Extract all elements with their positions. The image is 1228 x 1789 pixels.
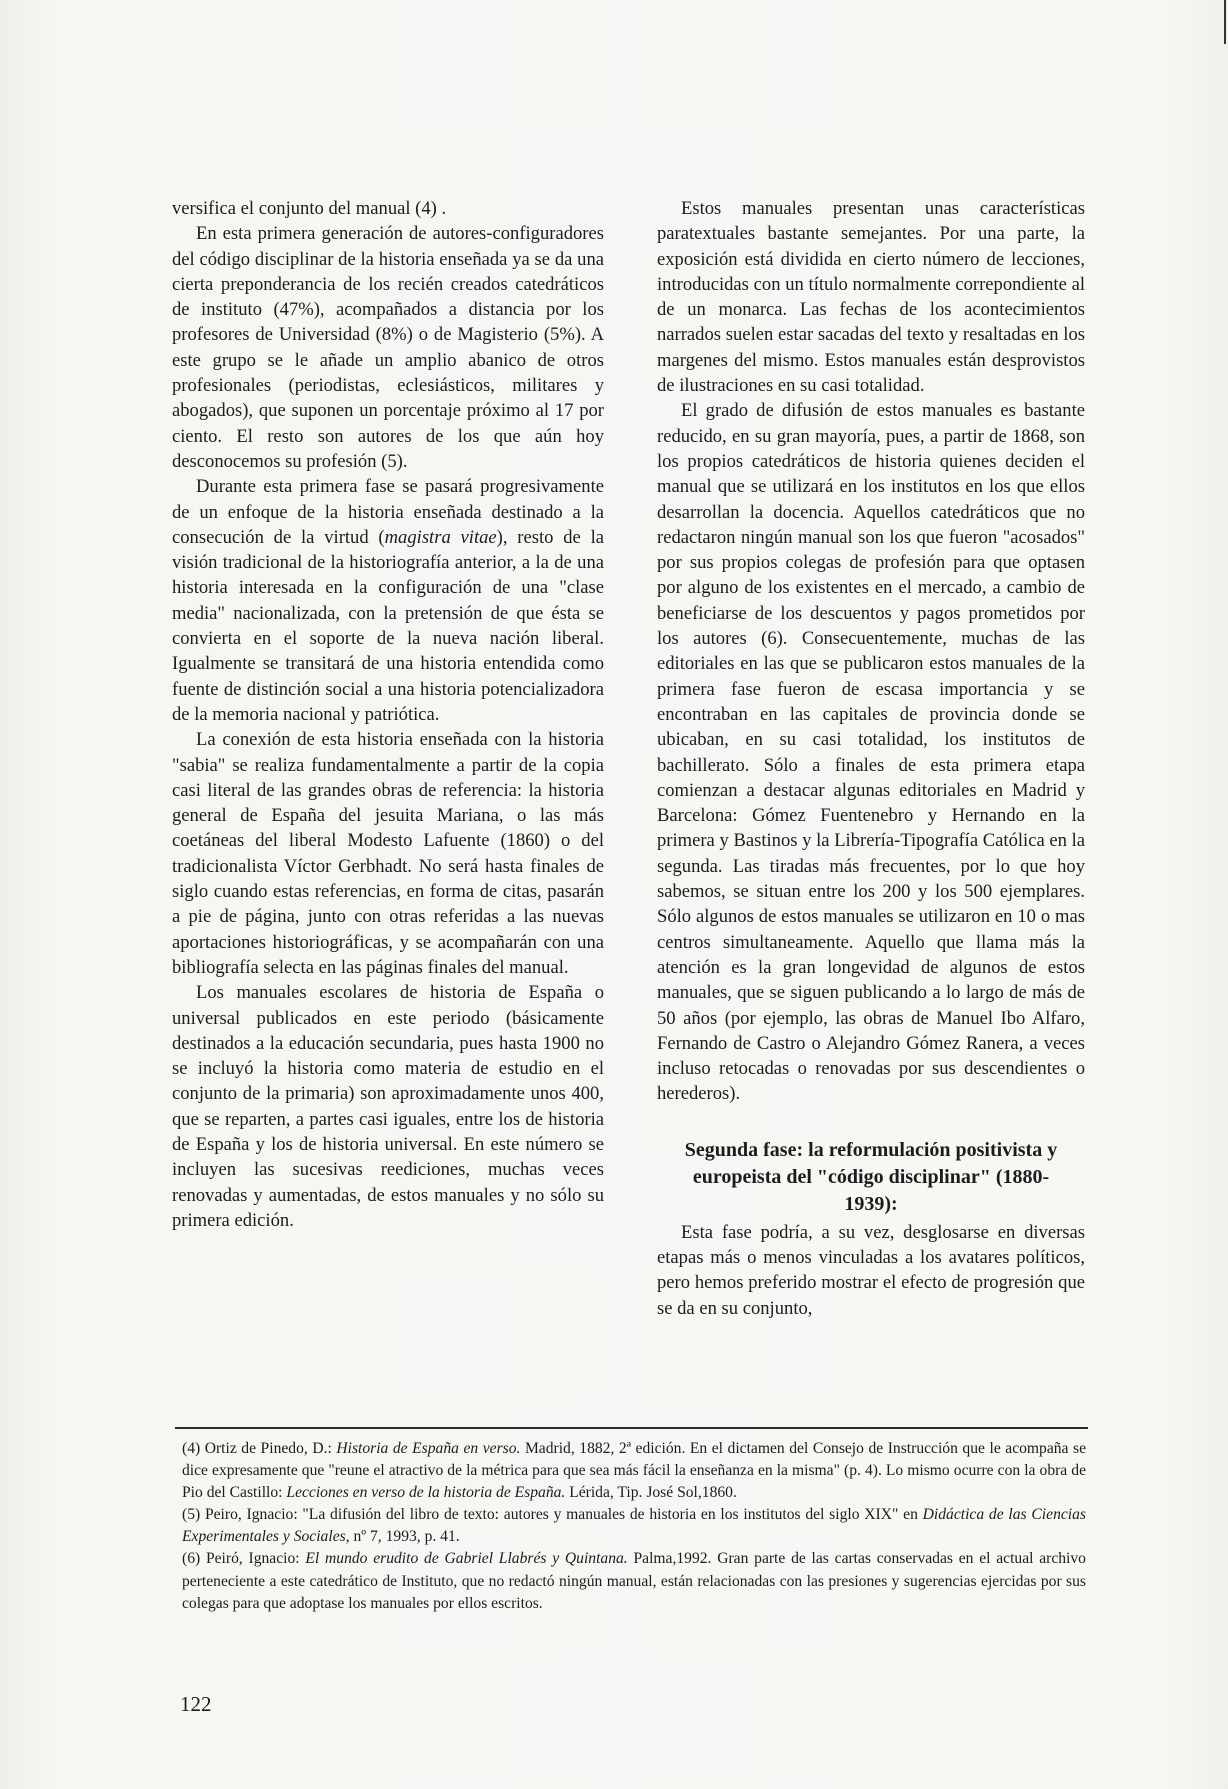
paragraph: Estos manuales presentan unas características paratextuales bastante semejantes. Por una parte, la exposición está dividida en cierto número de lecciones, introducidas con un título normalmente correpondiente al de un monarca. Las fechas de los acontecimientos narrados suelen estar sacadas del texto y resaltadas en los margenes del mismo. Estos manuales están desprovistos de ilustraciones en su casi totalidad. (657, 198, 1085, 397)
paragraph (172, 474, 604, 727)
footnote-title: Historia de España en verso. (336, 1440, 521, 1457)
footnote-6 (182, 1548, 1086, 1614)
footnote-text: (6) Peiró, Ignacio: (182, 1550, 306, 1568)
footnote-text: (5) Peiro, Ignacio: "La difusión del libro de texto: autores y manuales de historia en los institutos del siglo XIX" en (182, 1506, 923, 1524)
footnote-title: Didáctica de las Ciencias Experimentales y Sociales (182, 1506, 1086, 1546)
paragraph: Esta fase podría, a su vez, desglosarse en diversas etapas más o menos vinculadas a los avatares políticos, pero hemos preferido mostrar el efecto de progresión que se da en su conjunto, (657, 1221, 1085, 1319)
footnote-5 (182, 1504, 1086, 1548)
footnote-text: Madrid, 1882, 2ª edición. En el dictamen del Consejo de Instrucción que le acompaña se dice expresamente que "reune el atractivo de la métrica para que sea más fácil la enseñanza en la misma" (p. 4). Lo mismo ocurre con la obra de Pio del Castillo: (182, 1440, 1087, 1502)
footnote-text: , nº 7, 1993, p. 41. (345, 1528, 460, 1546)
footnote-text: Lérida, Tip. José Sol,1860. (565, 1484, 737, 1502)
left-column (172, 196, 604, 1233)
footnote-text: (4) Ortiz de Pinedo, D.: (182, 1440, 337, 1457)
page-number: 122 (180, 1692, 212, 1716)
footnote-text: Palma,1992. Gran parte de las cartas conservadas en el actual archivo perteneciente a este catedrático de Instituto, que no redactó ningún manual, están relacionadas con las presiones y sugerencias ejercidas por sus colegas para que adoptase los manuales por ellos escritos. (182, 1550, 1086, 1612)
footnote-title: Lecciones en verso de la historia de España. (286, 1484, 566, 1502)
footnotes (182, 1438, 1086, 1615)
paragraph: En esta primera generación de autores-configuradores del código disciplinar de la historia enseñada ya se da una cierta preponderancia de los recién creados catedráticos de instituto (47%), acompañados a distancia por los profesores de Universidad (8%) o de Magisterio (5%). A este grupo se le añade un amplio abanico de otros profesionales (periodistas, eclesiásticos, militares y abogados), que suponen un porcentaje próximo al 17 por ciento. El resto son autores de los que aún hoy desconocemos su profesión (5). (172, 223, 604, 472)
right-column (657, 196, 1085, 1321)
section-heading: Segunda fase: la reformulación positivista y europeista del "código disciplinar" (1880-1939): (684, 1138, 1058, 1215)
paragraph: La conexión de esta historia enseñada con la historia "sabia" se realiza fundamentalmente a partir de la copia casi literal de las grandes obras de referencia: la historia general de España del jesuita Mariana, o las más coetáneas del liberal Modesto Lafuente (1860) o del tradicionalista Víctor Gerbhadt. No será hasta finales de siglo cuando estas referencias, en forma de citas, pasarán a pie de página, junto con otras referidas a las nuevas aportaciones historiográficas, y se acompañarán con una bibliografía selecta en las páginas finales del manual. (172, 729, 604, 978)
paragraph-text: Durante esta primera fase se pasará progresivamente de un enfoque de la historia enseñada destinado a la consecución de la virtud ( (172, 476, 604, 548)
paragraph: El grado de difusión de estos manuales es bastante reducido, en su gran mayoría, pues, a partir de 1868, son los propios catedráticos de historia quienes deciden el manual que se utilizará en los institutos en los que ellos desarrollan la docencia. Aquellos catedráticos que no redactaron ningún manual son los que fueron "acosados" por sus propios colegas de profesión para que optasen por alguno de los existentes en el mercado, a cambio de beneficiarse de los descuentos y pagos prometidos por los autores (6). Consecuentemente, muchas de las editoriales en las que se publicaron estos manuales de la primera fase fueron de escasa importancia y se encontraban en las capitales de provincia donde se ubicaban, en su casi totalidad, los institutos de bachillerato. Sólo a finales de esta primera etapa comienzan a destacar algunas editoriales en Madrid y Barcelona: Gómez Fuentenebro y Hernando en la primera y Bastinos y la Librería-Tipografía Católica en la segunda. Las tiradas más frecuentes, por lo que hoy sabemos, se situan entre los 200 y los 500 ejemplares. Sólo algunos de estos manuales se utilizaron en 10 o mas centros simultaneamente. Aquello que llama más la atención es la gran longevidad de algunos de estos manuales, que se siguen publicando a lo largo de más de 50 años (por ejemplo, las obras de Manuel Ibo Alfaro, Fernando de Castro o Alejandro Gómez Ranera, a veces incluso retocadas o renovadas por sus descendientes o herederos). (657, 400, 1085, 1105)
footnote-4 (182, 1438, 1086, 1504)
italic-latin-term: magistra vitae (384, 526, 497, 548)
footnote-title: El mundo erudito de Gabriel Llabrés y Quintana. (305, 1550, 628, 1568)
paragraph: Los manuales escolares de historia de España o universal publicados en este periodo (básicamente destinados a la educación secundaria, pues hasta 1900 no se incluyó la historia como materia de estudio en el conjunto de la primaria) son aproximadamente unos 400, que se reparten, a partes casi iguales, entre los de historia de España y los de historia universal. En este número se incluyen las sucesivas reediciones, muchas veces renovadas y aumentadas, de estos manuales y no sólo su primera edición. (172, 982, 604, 1231)
scan-edge-mark (1224, 0, 1226, 44)
paragraph-text: ), resto de la visión tradicional de la historiografía anterior, a la de una historia interesada en la configuración de una "clase media" nacionalizada, con la pretensión de que ésta se convierta en el soporte de la nueva nación liberal. Igualmente se transitará de una historia entendida como fuente de distinción social a una historia potencializadora de la memoria nacional y patriótica. (172, 526, 604, 725)
paragraph: versifica el conjunto del manual (4) . (172, 198, 447, 219)
footnote-separator (175, 1427, 1088, 1429)
